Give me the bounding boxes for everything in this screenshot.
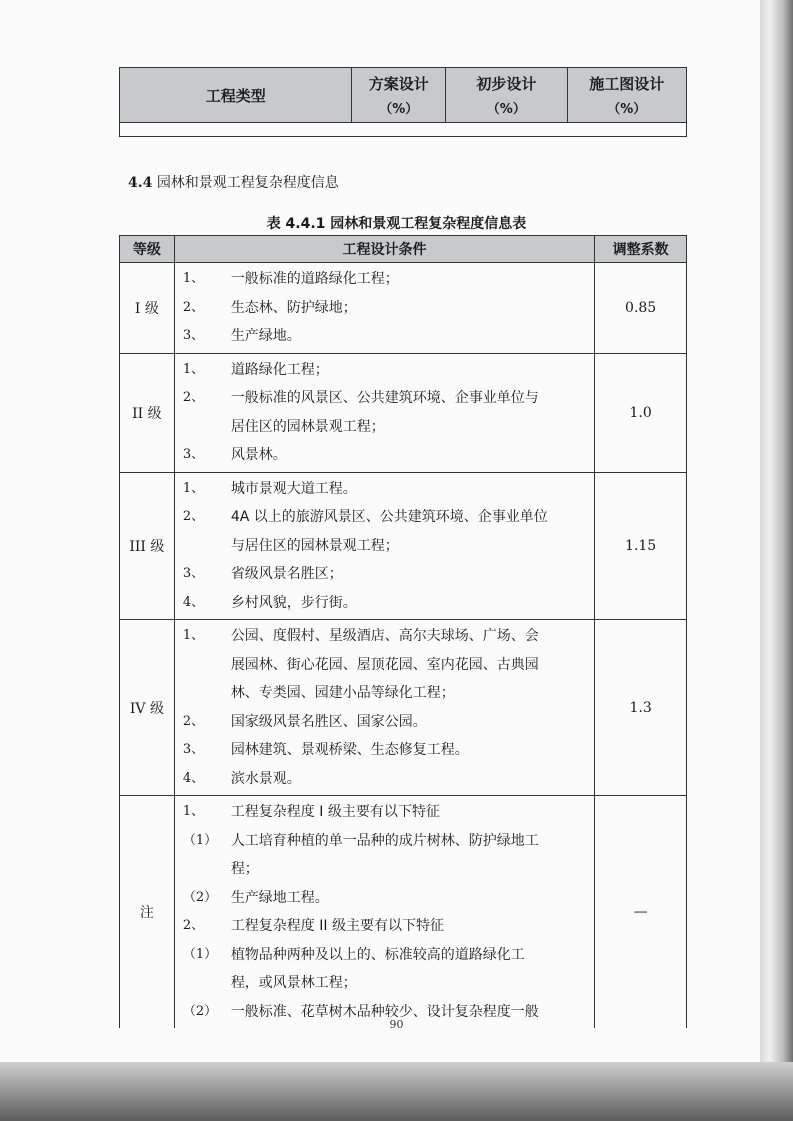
condition-text: 省级风景名胜区； (230, 566, 343, 582)
header-preliminary-design (446, 68, 567, 123)
header-unit: （%） (379, 102, 419, 117)
condition-number: 1、 (182, 361, 205, 377)
header-design-conditions: 工程设计条件 (174, 236, 594, 263)
grade-cell: 注 (120, 796, 175, 1029)
condition-line (183, 941, 590, 970)
condition-line (183, 356, 590, 385)
complexity-header-row (120, 236, 687, 263)
condition-line (183, 708, 590, 737)
header-label: 方案设计 (368, 75, 429, 93)
condition-number: 1、 (182, 628, 205, 643)
grade-cell: III 级 (120, 472, 175, 620)
condition-text: 展园林、街心花园、屋顶花园、室内花园、古典园 (230, 656, 539, 673)
condition-text: 公园、度假村、星级酒店、高尔夫球场、广场、会 (230, 628, 539, 644)
condition-number: 2、 (182, 299, 205, 315)
condition-line (183, 969, 590, 998)
condition-text: 4A 以上的旅游风景区、公共建筑环境、企事业单位 (230, 509, 548, 525)
header-label: 施工图设计 (589, 75, 665, 93)
coefficient-cell: 0.85 (595, 263, 687, 354)
condition-text: 工程复杂程度 II 级主要有以下特征 (230, 918, 444, 934)
condition-text: 程； (230, 861, 259, 877)
complexity-row (120, 796, 687, 1029)
condition-number: 3、 (182, 566, 205, 581)
condition-line (183, 765, 590, 794)
condition-line (183, 855, 590, 884)
design-stage-header-row (120, 68, 687, 123)
condition-text: 道路绿化工程； (230, 361, 329, 378)
condition-line (183, 413, 590, 442)
condition-number: 1、 (182, 480, 205, 496)
condition-line (183, 622, 590, 651)
page-number: 90 (389, 1018, 404, 1031)
book-spine-edge (760, 0, 793, 1121)
condition-line (183, 322, 590, 351)
condition-number: （1） (182, 946, 218, 962)
complexity-row (120, 263, 687, 354)
conditions-cell (174, 353, 594, 472)
condition-text: 滨水景观。 (230, 770, 301, 787)
condition-text: 居住区的园林景观工程； (230, 418, 385, 435)
header-project-type (120, 68, 352, 123)
condition-line (183, 679, 590, 708)
condition-number: 2、 (182, 918, 205, 933)
header-scheme-design (352, 68, 446, 123)
condition-line (183, 441, 590, 470)
header-unit: （%） (486, 102, 526, 117)
condition-text: 植物品种两种及以上的、标准较高的道路绿化工 (230, 946, 525, 963)
empty-cell (120, 123, 687, 137)
header-grade: 等级 (120, 236, 175, 263)
condition-text: 生态林、防护绿地； (230, 299, 357, 316)
grade-cell: I 级 (120, 263, 175, 354)
condition-number (183, 413, 231, 442)
complexity-info-table (119, 235, 687, 1028)
header-adjustment-coefficient: 调整系数 (595, 236, 687, 263)
section-heading (128, 172, 339, 192)
conditions-cell (174, 796, 594, 1029)
header-construction-drawing-design (567, 68, 686, 123)
coefficient-cell: — (595, 796, 687, 1029)
condition-text: 一般标准的道路绿化工程； (230, 271, 399, 287)
condition-number (183, 679, 231, 708)
condition-number (183, 532, 231, 561)
complexity-row (120, 620, 687, 796)
condition-line (183, 503, 590, 532)
condition-line (183, 651, 590, 680)
grade-cell: IV 级 (120, 620, 175, 796)
condition-line (183, 532, 590, 561)
condition-line (183, 475, 590, 504)
condition-text: 一般标准、花草树木品种较少、设计复杂程度一般 (230, 1003, 539, 1020)
condition-number: 4、 (182, 594, 205, 610)
condition-number: 1、 (182, 804, 205, 819)
condition-number: 2、 (182, 509, 205, 524)
condition-text: 工程复杂程度 I 级主要有以下特征 (230, 804, 440, 820)
condition-line (183, 560, 590, 589)
condition-text: 园林建筑、景观桥梁、生态修复工程。 (230, 742, 469, 758)
condition-number (183, 969, 231, 998)
condition-text: 乡村风貌，步行街。 (230, 594, 357, 611)
conditions-cell (174, 263, 594, 354)
condition-number: 3、 (182, 742, 205, 757)
condition-number: （2） (182, 889, 218, 905)
header-label: 工程类型 (205, 86, 266, 105)
condition-number: 4、 (182, 770, 205, 786)
condition-text: 国家级风景名胜区、国家公园。 (230, 713, 427, 730)
complexity-row (120, 472, 687, 620)
condition-number: 1、 (182, 271, 205, 286)
condition-text: 风景林。 (230, 447, 287, 463)
condition-line (183, 265, 590, 294)
condition-number (183, 855, 231, 884)
table-caption: 表 4.4.1 园林和景观工程复杂程度信息表 (266, 216, 527, 232)
section-number: 4.4 (128, 175, 153, 191)
condition-line (183, 884, 590, 913)
conditions-cell (174, 472, 594, 620)
section-title: 园林和景观工程复杂程度信息 (156, 175, 339, 191)
condition-number: （2） (182, 1003, 218, 1019)
condition-number: 3、 (182, 447, 205, 462)
condition-text: 人工培育种植的单一品种的成片树林、防护绿地工 (230, 832, 539, 849)
complexity-row (120, 353, 687, 472)
coefficient-cell: 1.3 (595, 620, 687, 796)
design-stage-table (119, 67, 687, 137)
condition-line (183, 589, 590, 618)
grade-cell: II 级 (120, 353, 175, 472)
condition-number (183, 651, 231, 680)
condition-line (183, 798, 590, 827)
design-stage-empty-row (120, 123, 687, 137)
condition-text: 城市景观大道工程。 (230, 480, 357, 497)
condition-line (183, 384, 590, 413)
scan-bottom-shadow (0, 1062, 793, 1121)
condition-line (183, 827, 590, 856)
condition-number: 3、 (182, 328, 205, 343)
condition-text: 程，或风景林工程； (230, 975, 357, 991)
condition-number: 2、 (182, 390, 205, 405)
condition-text: 生产绿地工程。 (230, 889, 329, 906)
condition-line (183, 294, 590, 323)
conditions-cell (174, 620, 594, 796)
header-label: 初步设计 (476, 75, 537, 93)
condition-text: 一般标准的风景区、公共建筑环境、企事业单位与 (230, 390, 539, 406)
condition-text: 生产绿地。 (230, 328, 301, 344)
condition-line (183, 736, 590, 765)
condition-text: 林、专类园、园建小品等绿化工程； (230, 685, 455, 701)
condition-text: 与居住区的园林景观工程； (230, 537, 399, 554)
coefficient-cell: 1.0 (595, 353, 687, 472)
condition-number: （1） (182, 832, 218, 848)
coefficient-cell: 1.15 (595, 472, 687, 620)
header-unit: （%） (607, 102, 647, 117)
condition-number: 2、 (182, 713, 205, 729)
condition-line (183, 912, 590, 941)
